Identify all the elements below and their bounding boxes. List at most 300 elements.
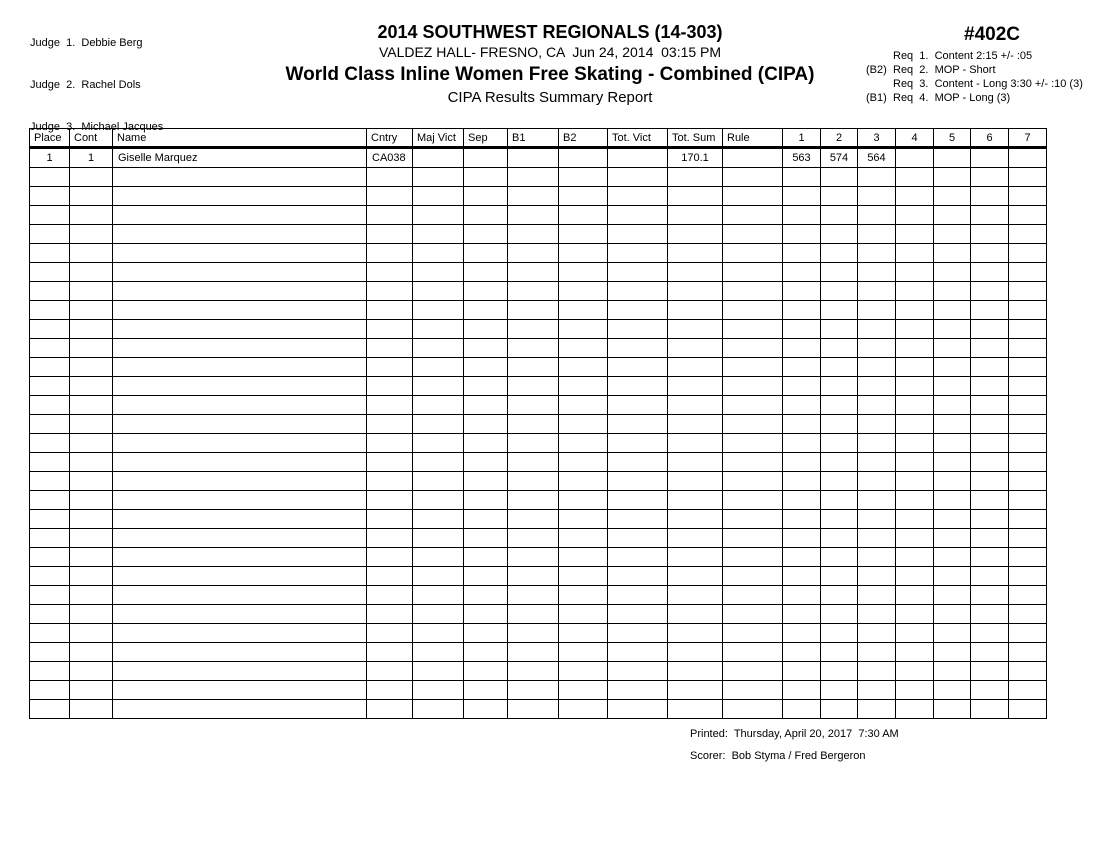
table-cell: [1009, 282, 1047, 301]
table-row: [30, 225, 1047, 244]
table-cell: [896, 358, 934, 377]
table-cell: [723, 396, 783, 415]
table-cell: [559, 415, 608, 434]
table-cell: [508, 453, 559, 472]
table-cell: [1009, 263, 1047, 282]
table-cell: [413, 244, 464, 263]
table-cell: [668, 491, 723, 510]
table-cell: [608, 168, 668, 187]
table-cell: [70, 567, 113, 586]
table-cell: [858, 168, 896, 187]
table-cell: [559, 548, 608, 567]
table-cell: [367, 662, 413, 681]
table-cell: [783, 434, 821, 453]
table-cell: [559, 244, 608, 263]
table-cell: [1009, 377, 1047, 396]
table-cell: [858, 529, 896, 548]
table-cell: [668, 415, 723, 434]
table-cell: [723, 472, 783, 491]
table-cell: [896, 567, 934, 586]
table-cell: [896, 700, 934, 719]
requirement-text: Req 1. Content 2:15 +/- :05: [893, 50, 1033, 62]
table-cell: [1009, 301, 1047, 320]
table-cell: [858, 377, 896, 396]
table-cell: 563: [783, 148, 821, 168]
table-cell: [70, 586, 113, 605]
table-row: [30, 624, 1047, 643]
table-cell: [559, 700, 608, 719]
table-cell: [508, 263, 559, 282]
table-cell: [413, 377, 464, 396]
table-cell: [367, 586, 413, 605]
table-cell: [858, 434, 896, 453]
table-cell: [367, 415, 413, 434]
table-cell: [668, 472, 723, 491]
table-cell: [783, 225, 821, 244]
table-cell: [559, 662, 608, 681]
table-cell: [508, 700, 559, 719]
table-cell: [858, 491, 896, 510]
table-cell: [858, 624, 896, 643]
table-row: [30, 491, 1047, 510]
table-cell: [668, 605, 723, 624]
table-cell: [559, 263, 608, 282]
table-cell: [508, 662, 559, 681]
table-cell: [971, 339, 1009, 358]
table-cell: [971, 168, 1009, 187]
table-cell: [858, 700, 896, 719]
table-cell: [367, 548, 413, 567]
table-cell: [608, 586, 668, 605]
table-cell: [559, 377, 608, 396]
table-cell: [934, 662, 971, 681]
table-cell: [367, 491, 413, 510]
table-cell: [70, 244, 113, 263]
table-cell: [783, 168, 821, 187]
table-cell: [413, 206, 464, 225]
table-cell: [821, 377, 858, 396]
table-cell: [113, 339, 367, 358]
table-cell: [1009, 396, 1047, 415]
table-cell: [30, 510, 70, 529]
table-cell: [608, 662, 668, 681]
table-cell: [821, 605, 858, 624]
column-header: 6: [971, 129, 1009, 148]
table-cell: [971, 567, 1009, 586]
table-cell: [559, 396, 608, 415]
table-cell: [896, 434, 934, 453]
table-cell: [559, 567, 608, 586]
table-cell: [113, 662, 367, 681]
table-cell: [668, 586, 723, 605]
table-cell: [559, 282, 608, 301]
table-cell: [821, 263, 858, 282]
table-cell: [783, 472, 821, 491]
table-cell: [934, 358, 971, 377]
table-cell: [668, 529, 723, 548]
table-cell: [821, 700, 858, 719]
column-header: Place: [30, 129, 70, 148]
table-cell: [464, 586, 508, 605]
table-cell: [113, 510, 367, 529]
table-cell: [413, 225, 464, 244]
table-cell: [559, 529, 608, 548]
table-cell: [896, 605, 934, 624]
table-cell: [70, 643, 113, 662]
table-cell: [608, 643, 668, 662]
table-cell: [70, 453, 113, 472]
table-cell: [896, 244, 934, 263]
results-table: [29, 128, 1047, 719]
table-row: [30, 148, 1047, 168]
table-cell: [723, 244, 783, 263]
table-cell: [608, 491, 668, 510]
venue-line: VALDEZ HALL- FRESNO, CA Jun 24, 2014 03:15 PM: [378, 44, 722, 60]
judge-line: Judge 2. Rachel Dols: [30, 79, 141, 91]
table-cell: [508, 187, 559, 206]
table-cell: [668, 282, 723, 301]
table-cell: [1009, 320, 1047, 339]
table-cell: [668, 339, 723, 358]
report-title: CIPA Results Summary Report: [447, 89, 653, 106]
table-cell: [821, 662, 858, 681]
table-cell: [508, 244, 559, 263]
table-cell: [858, 244, 896, 263]
table-cell: [113, 282, 367, 301]
table-cell: [934, 415, 971, 434]
table-cell: [413, 624, 464, 643]
table-cell: [934, 700, 971, 719]
table-cell: [464, 700, 508, 719]
table-cell: [971, 206, 1009, 225]
table-cell: [783, 510, 821, 529]
table-cell: [821, 415, 858, 434]
table-cell: [934, 301, 971, 320]
requirement-line: [866, 63, 1100, 77]
class-title: World Class Inline Women Free Skating - Combined (CIPA): [285, 64, 815, 85]
table-cell: [113, 700, 367, 719]
table-row: [30, 510, 1047, 529]
table-cell: [934, 529, 971, 548]
table-cell: [821, 624, 858, 643]
table-cell: [1009, 491, 1047, 510]
table-cell: [608, 320, 668, 339]
table-cell: [896, 206, 934, 225]
table-cell: [508, 529, 559, 548]
table-cell: [858, 681, 896, 700]
table-cell: [367, 377, 413, 396]
table-cell: [723, 415, 783, 434]
table-cell: [668, 548, 723, 567]
table-cell: [723, 491, 783, 510]
table-cell: [413, 700, 464, 719]
table-cell: [1009, 681, 1047, 700]
event-title: 2014 SOUTHWEST REGIONALS (14-303): [377, 22, 723, 42]
table-cell: [30, 453, 70, 472]
table-cell: [367, 605, 413, 624]
table-cell: [1009, 700, 1047, 719]
table-cell: [934, 225, 971, 244]
table-cell: [30, 339, 70, 358]
table-cell: [508, 148, 559, 168]
table-row: [30, 415, 1047, 434]
table-cell: [971, 529, 1009, 548]
table-cell: [1009, 586, 1047, 605]
table-cell: [858, 472, 896, 491]
table-cell: [668, 263, 723, 282]
table-cell: [934, 168, 971, 187]
table-cell: [30, 643, 70, 662]
table-cell: [723, 681, 783, 700]
table-cell: [70, 681, 113, 700]
table-cell: [30, 434, 70, 453]
table-cell: [668, 168, 723, 187]
table-cell: [723, 320, 783, 339]
table-cell: [971, 472, 1009, 491]
table-cell: [783, 529, 821, 548]
table-cell: [508, 567, 559, 586]
table-cell: [971, 263, 1009, 282]
table-cell: [30, 491, 70, 510]
table-cell: [464, 605, 508, 624]
table-cell: [1009, 206, 1047, 225]
table-cell: [70, 282, 113, 301]
table-cell: [70, 700, 113, 719]
table-cell: [113, 263, 367, 282]
table-cell: [1009, 434, 1047, 453]
table-cell: [783, 282, 821, 301]
table-cell: [783, 396, 821, 415]
table-cell: [464, 377, 508, 396]
table-row: [30, 453, 1047, 472]
table-cell: [668, 434, 723, 453]
table-cell: [608, 396, 668, 415]
table-cell: [1009, 415, 1047, 434]
table-cell: [668, 662, 723, 681]
table-cell: [821, 529, 858, 548]
table-cell: [367, 567, 413, 586]
table-cell: [30, 358, 70, 377]
table-cell: [413, 282, 464, 301]
table-cell: [113, 605, 367, 624]
table-cell: [783, 700, 821, 719]
table-cell: [821, 453, 858, 472]
table-cell: [559, 168, 608, 187]
column-header: 4: [896, 129, 934, 148]
table-row: [30, 586, 1047, 605]
table-cell: [70, 358, 113, 377]
table-cell: [413, 491, 464, 510]
table-cell: [1009, 339, 1047, 358]
requirement-prefix: (B2): [866, 64, 887, 76]
table-row: [30, 700, 1047, 719]
requirement-line: [866, 49, 1100, 63]
table-cell: [971, 187, 1009, 206]
table-cell: [723, 263, 783, 282]
table-cell: [113, 491, 367, 510]
table-cell: [608, 377, 668, 396]
table-cell: [367, 700, 413, 719]
table-cell: [70, 415, 113, 434]
table-cell: [559, 301, 608, 320]
table-cell: [821, 358, 858, 377]
table-cell: [608, 339, 668, 358]
table-cell: [723, 187, 783, 206]
table-cell: [413, 662, 464, 681]
table-cell: [559, 187, 608, 206]
table-cell: [783, 662, 821, 681]
table-cell: [70, 434, 113, 453]
table-cell: [934, 605, 971, 624]
table-row: [30, 472, 1047, 491]
table-cell: [464, 548, 508, 567]
table-cell: [367, 187, 413, 206]
table-cell: [70, 263, 113, 282]
table-cell: [723, 434, 783, 453]
table-cell: [821, 434, 858, 453]
table-cell: [858, 320, 896, 339]
table-cell: [971, 434, 1009, 453]
table-cell: [896, 282, 934, 301]
table-cell: [30, 244, 70, 263]
table-cell: 564: [858, 148, 896, 168]
table-cell: [508, 320, 559, 339]
table-row: [30, 263, 1047, 282]
table-cell: [608, 358, 668, 377]
table-cell: [971, 510, 1009, 529]
table-cell: [668, 643, 723, 662]
table-cell: [608, 206, 668, 225]
table-cell: [723, 605, 783, 624]
table-cell: [971, 377, 1009, 396]
table-cell: [608, 415, 668, 434]
table-cell: [413, 586, 464, 605]
table-cell: [70, 320, 113, 339]
table-cell: [464, 339, 508, 358]
table-cell: [608, 700, 668, 719]
table-cell: [413, 148, 464, 168]
table-cell: [367, 301, 413, 320]
table-cell: [783, 415, 821, 434]
table-cell: [723, 624, 783, 643]
table-cell: [723, 529, 783, 548]
table-row: [30, 681, 1047, 700]
table-cell: [858, 586, 896, 605]
table-cell: [464, 263, 508, 282]
table-cell: [413, 168, 464, 187]
table-cell: [508, 472, 559, 491]
table-cell: [1009, 453, 1047, 472]
table-row: [30, 301, 1047, 320]
table-cell: [508, 282, 559, 301]
table-row: [30, 548, 1047, 567]
column-header: B1: [508, 129, 559, 148]
table-cell: [1009, 472, 1047, 491]
table-cell: [858, 339, 896, 358]
table-cell: [858, 605, 896, 624]
table-cell: [367, 453, 413, 472]
table-cell: [70, 605, 113, 624]
table-cell: [508, 491, 559, 510]
table-row: [30, 244, 1047, 263]
table-cell: [896, 301, 934, 320]
table-cell: [559, 681, 608, 700]
table-cell: [668, 301, 723, 320]
judge-line: Judge 1. Debbie Berg: [30, 37, 143, 49]
table-cell: [367, 339, 413, 358]
table-cell: [896, 681, 934, 700]
table-cell: [608, 148, 668, 168]
table-cell: [30, 415, 70, 434]
table-cell: [896, 396, 934, 415]
table-cell: [783, 320, 821, 339]
table-cell: [608, 605, 668, 624]
column-header: Tot. Vict: [608, 129, 668, 148]
table-cell: [113, 643, 367, 662]
table-row: [30, 282, 1047, 301]
table-cell: [934, 434, 971, 453]
table-cell: [413, 453, 464, 472]
table-cell: [821, 472, 858, 491]
column-header: Cont: [70, 129, 113, 148]
table-cell: [70, 301, 113, 320]
table-row: [30, 567, 1047, 586]
table-cell: [30, 681, 70, 700]
table-cell: [783, 187, 821, 206]
table-cell: [464, 643, 508, 662]
table-cell: [723, 206, 783, 225]
table-cell: [934, 377, 971, 396]
requirement-text: Req 3. Content - Long 3:30 +/- :10 (3): [893, 78, 1083, 90]
table-cell: [30, 529, 70, 548]
table-cell: [783, 339, 821, 358]
table-cell: [464, 434, 508, 453]
table-cell: [559, 491, 608, 510]
table-cell: [783, 643, 821, 662]
table-cell: [723, 453, 783, 472]
table-row: [30, 643, 1047, 662]
table-cell: [413, 548, 464, 567]
table-cell: [821, 206, 858, 225]
table-cell: [821, 301, 858, 320]
table-cell: [608, 453, 668, 472]
event-info-block: [866, 24, 1100, 105]
table-cell: [464, 148, 508, 168]
table-cell: [30, 605, 70, 624]
table-cell: [367, 358, 413, 377]
table-cell: [971, 662, 1009, 681]
table-cell: [464, 358, 508, 377]
table-cell: [723, 301, 783, 320]
table-cell: [559, 643, 608, 662]
table-cell: [896, 548, 934, 567]
table-cell: [971, 700, 1009, 719]
table-cell: [858, 453, 896, 472]
table-cell: [821, 339, 858, 358]
table-cell: [608, 225, 668, 244]
table-cell: [70, 396, 113, 415]
table-cell: [608, 434, 668, 453]
table-cell: [1009, 225, 1047, 244]
table-cell: [30, 700, 70, 719]
table-cell: [723, 148, 783, 168]
table-cell: [821, 225, 858, 244]
table-row: [30, 168, 1047, 187]
table-cell: [413, 605, 464, 624]
table-cell: [113, 624, 367, 643]
table-cell: [608, 301, 668, 320]
table-cell: [559, 624, 608, 643]
